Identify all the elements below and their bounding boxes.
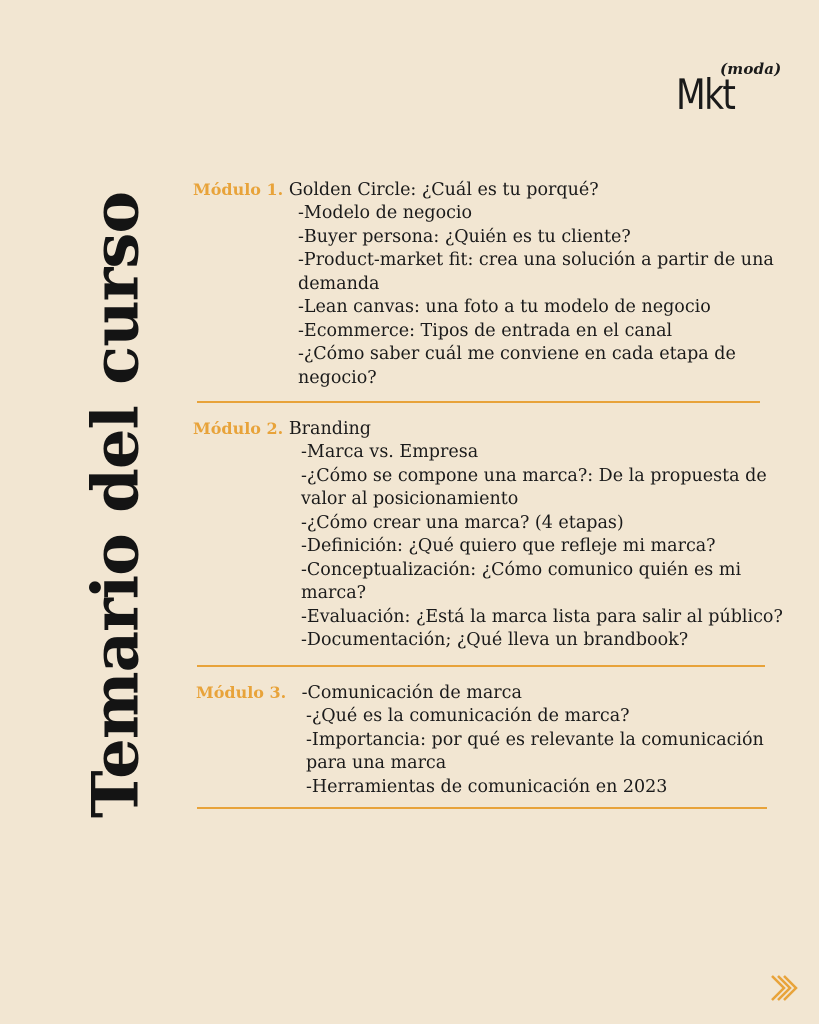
list-item: -Herramientas de comunicación en 2023 xyxy=(306,776,668,797)
logo-subtitle: (moda) xyxy=(720,60,782,78)
double-chevron-right-icon xyxy=(768,972,800,1004)
list-item: -Ecommerce: Tipos de entrada en el canal xyxy=(298,320,673,341)
module-2-heading: Branding xyxy=(288,419,372,439)
list-item: -Conceptualización: ¿Cómo comunico quién es mi marca? xyxy=(301,559,742,603)
divider xyxy=(197,807,767,809)
module-3-header xyxy=(196,681,776,705)
list-item: -Importancia: por qué es relevante la comunicación para una marca xyxy=(306,729,764,773)
module-3-heading: -Comunicación de marca xyxy=(301,683,522,703)
module-1-tag: Módulo 1. xyxy=(193,180,284,199)
list-item: -Lean canvas: una foto a tu modelo de negocio xyxy=(298,297,711,317)
module-3-list xyxy=(306,705,776,799)
list-item: -Buyer persona: ¿Quién es tu cliente? xyxy=(298,226,631,247)
module-2-tag: Módulo 2. xyxy=(193,419,284,438)
module-1 xyxy=(193,178,778,390)
list-item: -Documentación; ¿Qué lleva un brandbook? xyxy=(301,630,689,650)
module-2-list xyxy=(301,441,786,653)
module-1-list xyxy=(298,202,778,390)
list-item: -Marca vs. Empresa xyxy=(301,442,479,462)
divider xyxy=(197,401,760,403)
module-3-tag: Módulo 3. xyxy=(196,683,287,702)
list-item: -¿Cómo se compone una marca?: De la propuesta de valor al posicionamiento xyxy=(301,465,767,509)
list-item: -¿Qué es la comunicación de marca? xyxy=(306,706,630,726)
list-item: -Evaluación: ¿Está la marca lista para salir al público? xyxy=(301,606,783,627)
logo-title: Mkt xyxy=(676,70,735,119)
divider xyxy=(197,665,765,667)
list-item: -Modelo de negocio xyxy=(298,203,473,223)
list-item: -¿Cómo crear una marca? (4 etapas) xyxy=(301,512,624,533)
brand-logo xyxy=(676,60,786,120)
list-item: -¿Cómo saber cuál me conviene en cada etapa de negocio? xyxy=(298,344,736,388)
module-3 xyxy=(196,681,776,799)
module-1-heading: Golden Circle: ¿Cuál es tu porqué? xyxy=(288,180,599,200)
module-2 xyxy=(193,417,786,653)
module-2-header xyxy=(193,417,786,441)
list-item: -Definición: ¿Qué quiero que refleje mi marca? xyxy=(301,536,716,556)
module-1-header xyxy=(193,178,778,202)
list-item: -Product-market fit: crea una solución a partir de una demanda xyxy=(298,250,774,294)
page-title: Temario del curso xyxy=(78,191,154,819)
